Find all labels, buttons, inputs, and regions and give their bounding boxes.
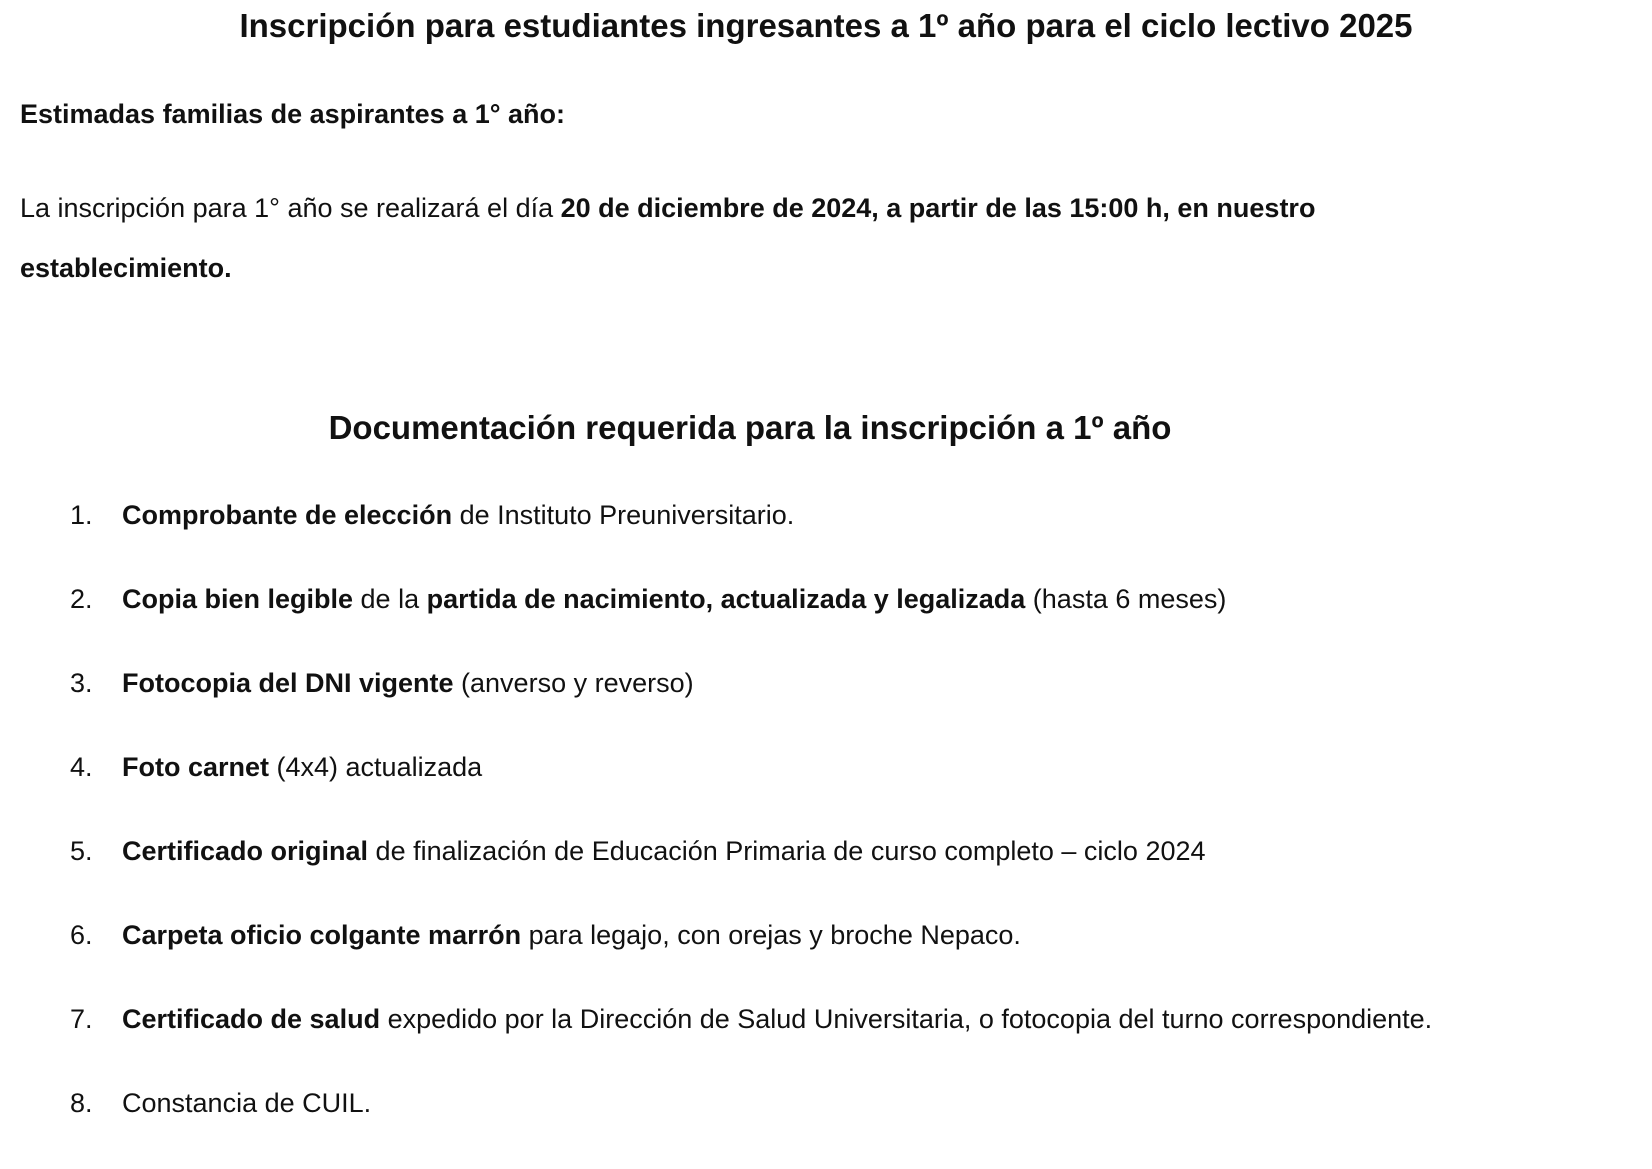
list-item	[0, 581, 1652, 665]
list-item	[0, 497, 1652, 581]
list-item-plain-text: (anverso y reverso)	[453, 668, 694, 698]
list-item-bold-text: Certificado de salud	[122, 1004, 381, 1034]
list-item	[0, 749, 1652, 833]
list-item-bold-text: Fotocopia del DNI vigente	[122, 668, 454, 698]
section-subtitle: Documentación requerida para la inscripción a 1º año	[328, 409, 1172, 446]
list-item-bold-text: Certificado original	[122, 836, 369, 866]
list-item-bold-text: Foto carnet	[122, 752, 270, 782]
list-item-plain-text: Constancia de CUIL.	[122, 1088, 372, 1118]
list-item-plain-text: de finalización de Educación Primaria de curso completo – ciclo 2024	[368, 836, 1206, 866]
list-item-plain-text: (hasta 6 meses)	[1025, 584, 1227, 614]
document-title: Inscripción para estudiantes ingresantes a 1º año para el ciclo lectivo 2025	[239, 7, 1413, 44]
list-item-number: 7.	[70, 1004, 93, 1034]
list-item-text	[122, 749, 482, 785]
list-item-text	[122, 581, 1226, 617]
list-item-number: 2.	[70, 584, 93, 614]
list-item-text	[122, 1085, 371, 1121]
list-item-text	[122, 833, 1206, 869]
list-item-bold-text: Carpeta oficio colgante marrón	[122, 920, 522, 950]
greeting: Estimadas familias de aspirantes a 1° año:	[20, 99, 566, 129]
list-item-text	[122, 665, 694, 701]
list-item-text	[122, 497, 794, 533]
list-item-plain-text: para legajo, con orejas y broche Nepaco.	[521, 920, 1021, 950]
list-item-number: 1.	[70, 500, 93, 530]
list-item-number: 8.	[70, 1088, 93, 1118]
list-item-plain-text: de la	[353, 584, 427, 614]
intro-paragraph	[20, 178, 1520, 298]
list-item-text	[122, 1001, 1432, 1037]
intro-text: La inscripción para 1° año se realizará el día	[20, 193, 561, 223]
requirements-list	[0, 497, 1652, 1169]
list-item-bold-text: Copia bien legible	[122, 584, 354, 614]
list-item-number: 6.	[70, 920, 93, 950]
list-item-text	[122, 917, 1021, 953]
list-item	[0, 917, 1652, 1001]
list-item	[0, 665, 1652, 749]
intro-date-text: 20 de diciembre de 2024, a partir de las 15:00 h, en nuestro establecimiento.	[20, 193, 1316, 283]
list-item	[0, 833, 1652, 917]
list-item-number: 3.	[70, 668, 93, 698]
list-item-bold-text: partida de nacimiento, actualizada y legalizada	[426, 584, 1026, 614]
list-item-number: 5.	[70, 836, 93, 866]
list-item	[0, 1001, 1652, 1085]
list-item-number: 4.	[70, 752, 93, 782]
list-item-plain-text: de Instituto Preuniversitario.	[452, 500, 795, 530]
list-item-plain-text: expedido por la Dirección de Salud Universitaria, o fotocopia del turno correspondiente.	[380, 1004, 1433, 1034]
list-item	[0, 1085, 1652, 1169]
list-item-plain-text: (4x4) actualizada	[269, 752, 483, 782]
list-item-bold-text: Comprobante de elección	[122, 500, 453, 530]
